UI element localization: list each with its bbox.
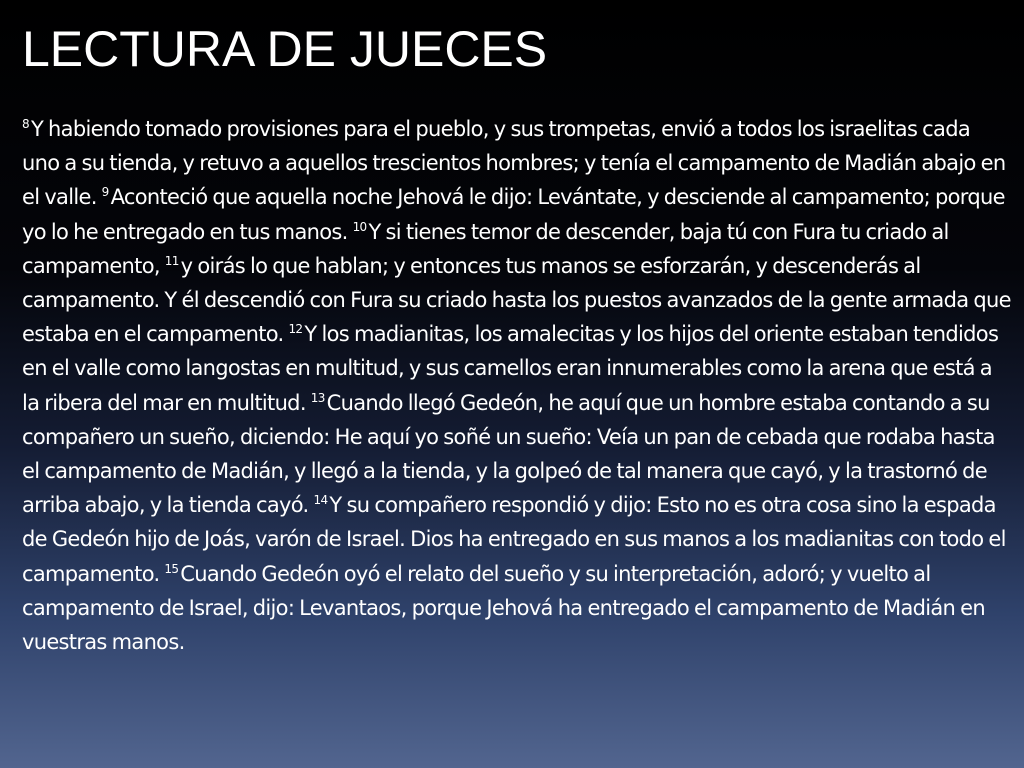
verse-number: 11	[164, 253, 179, 268]
verse-number: 15	[164, 561, 179, 576]
verse-text: Cuando llegó Gedeón, he aquí que un hombre estaba contando a su compañero un sueño, diciendo: He aquí yo soñé un sueño: Veía un pan de cebada que rodaba hasta el campamento de Madián, y llegó a la tienda, y la golpeó de tal manera que cayó, y la trastornó de arriba abajo, y la tienda cayó.	[22, 390, 995, 518]
verse-number: 10	[352, 219, 367, 234]
verse-text: Cuando Gedeón oyó el relato del sueño y su interpretación, adoró; y vuelto al campamento de Israel, dijo: Levantaos, porque Jehová ha entregado el campamento de Madián en vuestras manos.	[22, 561, 985, 655]
verse-number: 12	[288, 322, 303, 337]
verse-15	[22, 562, 985, 654]
verse-text: y oirás lo que hablan; y entonces tus manos se esforzarán, y descenderás al campamento. Y él descendió con Fura su criado hasta los puestos avanzados de la gente armada que estaba en el campamento.	[22, 253, 1011, 347]
slide-title: LECTURA DE JUECES	[22, 21, 548, 77]
verse-number: 8	[22, 117, 29, 131]
verse-text: Aconteció que aquella noche Jehová le dijo: Levántate, y desciende al campamento; porque yo lo he entregado en tus manos.	[22, 185, 1005, 244]
verse-text: Y su compañero respondió y dijo: Esto no es otra cosa sino la espada de Gedeón hijo de Joás, varón de Israel. Dios ha entregado en sus manos a los madianitas con todo el campamento.	[22, 493, 1006, 586]
verse-number: 13	[310, 390, 325, 405]
verse-text: Y los madianitas, los amalecitas y los hijos del oriente estaban tendidos en el valle como langostas en multitud, y sus camellos eran innumerables como la arena que está a la ribera del mar en multitud.	[22, 322, 999, 415]
slide-body-text	[22, 112, 1012, 659]
verse-number: 9	[101, 185, 109, 200]
verse-number: 14	[313, 493, 328, 508]
verse-text: Y habiendo tomado provisiones para el pueblo, y sus trompetas, envió a todos los israelitas cada uno a su tienda, y retuvo a aquellos trescientos hombres; y tenía el campamento de Madián abajo en el valle.	[22, 117, 1006, 210]
verse-text: Y si tienes temor de descender, baja tú con Fura tu criado al campamento,	[22, 219, 949, 278]
